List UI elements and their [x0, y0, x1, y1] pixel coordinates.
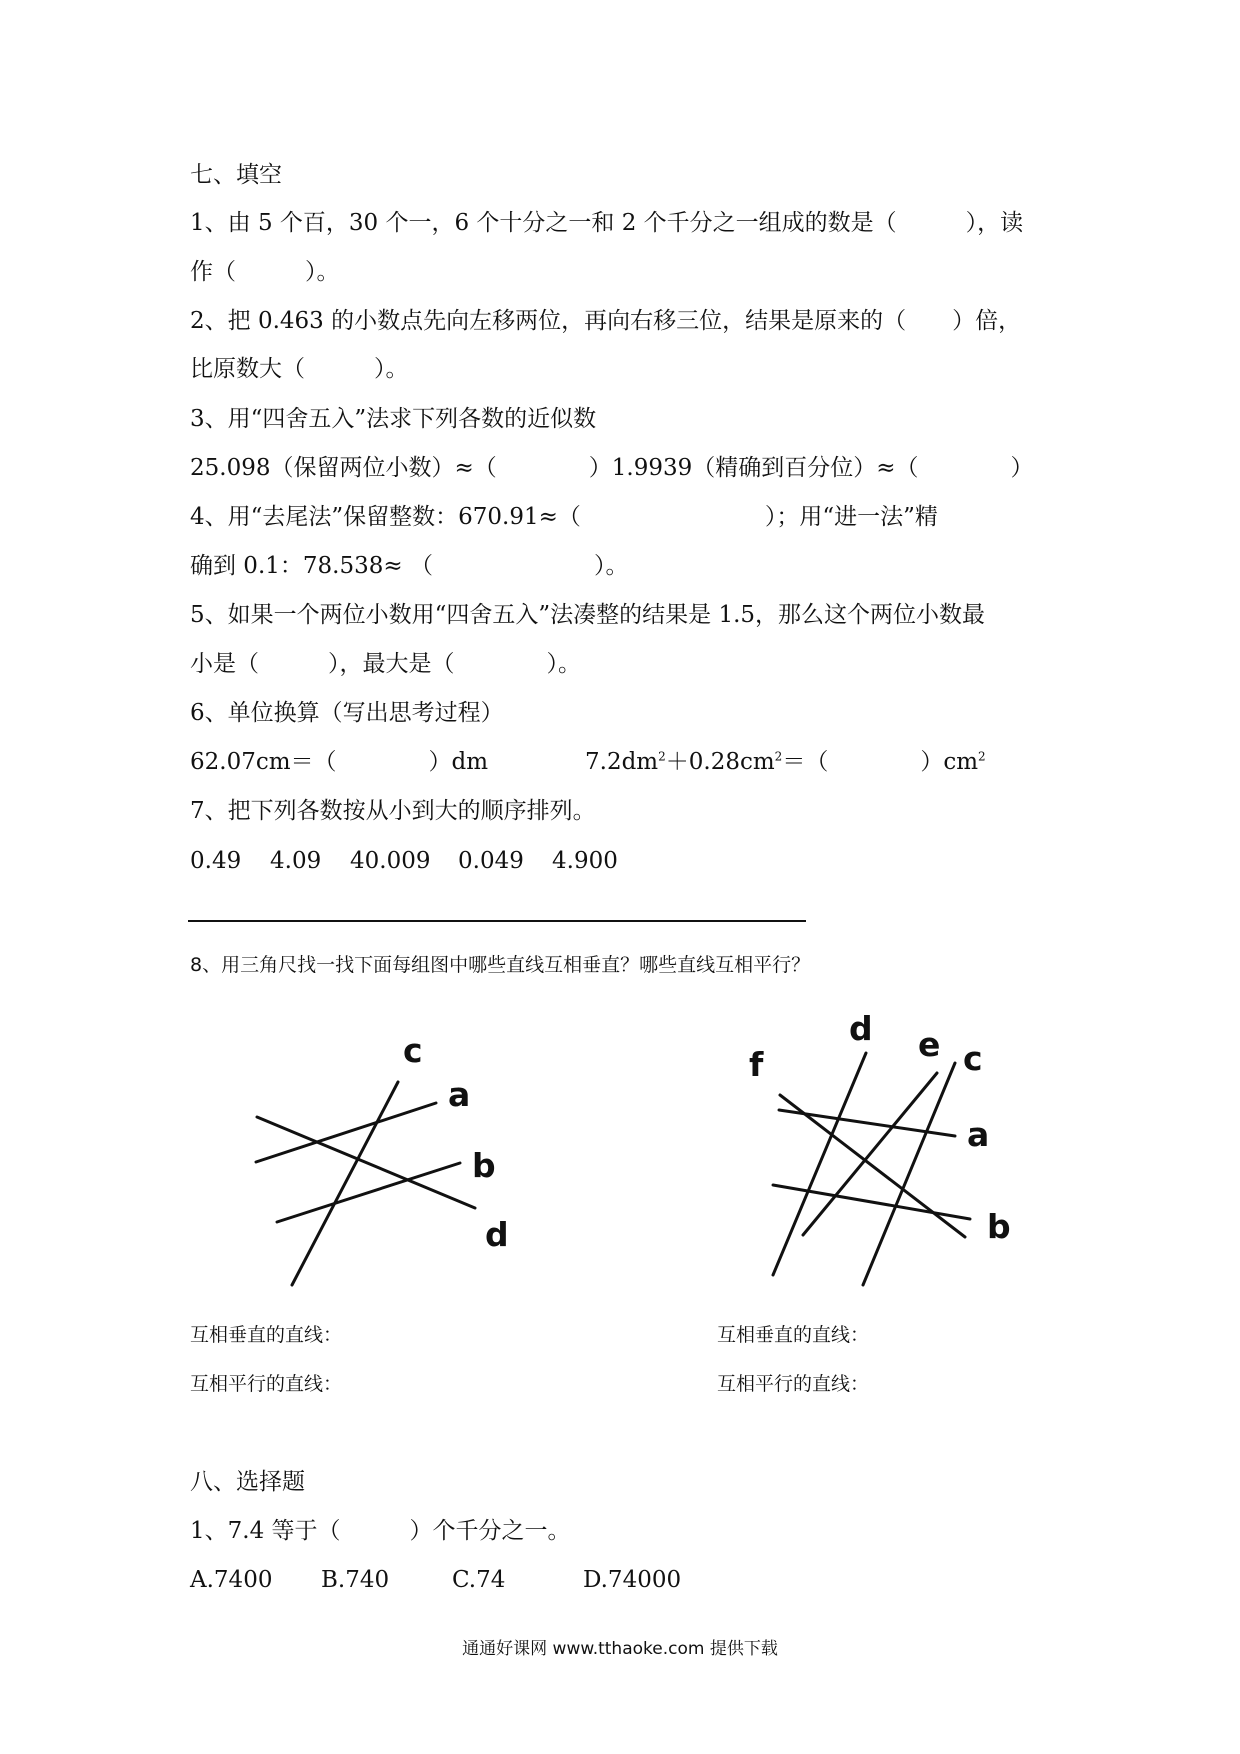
- question-6-left-conversion: 62.07cm＝（ ）dm: [190, 749, 489, 775]
- label-b: b: [987, 1207, 1011, 1246]
- question-4-line-1: 4、用“去尾法”保留整数：670.91≈（ ）；用“进一法”精: [190, 504, 938, 530]
- line-d: [773, 1053, 866, 1275]
- label-c: c: [403, 1031, 423, 1070]
- q6-part-c: ＝（ ）cm: [782, 749, 979, 775]
- q7-number-5: 4.900: [552, 848, 618, 874]
- q6-superscript-3: 2: [978, 749, 986, 764]
- option-d: D.74000: [583, 1567, 682, 1593]
- question-2-line-2: 比原数大（ ）。: [190, 356, 409, 382]
- section-8-question-1: 1、7.4 等于（ ）个千分之一。: [190, 1518, 571, 1544]
- q6-part-a: 7.2dm: [585, 749, 659, 775]
- question-2-line-1: 2、把 0.463 的小数点先向左移两位，再向右移三位，结果是原来的（ ）倍，: [190, 308, 1022, 334]
- question-4-line-2: 确到 0.1：78.538≈ （ ）。: [190, 553, 629, 579]
- left-perpendicular-answer: 互相垂直的直线：: [190, 1324, 343, 1346]
- label-a: a: [967, 1115, 990, 1154]
- q7-number-4: 0.049: [458, 848, 524, 874]
- line-f: [780, 1095, 965, 1237]
- option-c: C.74: [452, 1567, 506, 1593]
- line-b: [277, 1163, 460, 1222]
- footer-credit: 通通好课网 www.tthaoke.com 提供下载: [462, 1639, 778, 1659]
- question-1-line-2: 作（ ）。: [190, 259, 340, 285]
- figure-left: [0, 0, 620, 1300]
- label-b: b: [472, 1146, 496, 1185]
- section-7-heading: 七、填空: [190, 162, 282, 188]
- label-c: c: [963, 1039, 983, 1078]
- question-7-heading: 7、把下列各数按从小到大的顺序排列。: [190, 798, 596, 824]
- question-3-line-2: 25.098（保留两位小数）≈（ ）1.9939（精确到百分位）≈（ ）: [190, 455, 1034, 481]
- option-b: B.740: [321, 1567, 390, 1593]
- label-e: e: [918, 1025, 941, 1064]
- left-parallel-answer: 互相平行的直线：: [190, 1373, 343, 1395]
- question-6-heading: 6、单位换算（写出思考过程）: [190, 700, 504, 726]
- q6-superscript-1: 2: [658, 749, 666, 764]
- label-d: d: [849, 1009, 873, 1048]
- question-1-line-1: 1、由 5 个百，30 个一，6 个十分之一和 2 个千分之一组成的数是（ ），读: [190, 210, 1024, 236]
- q7-number-1: 0.49: [190, 848, 242, 874]
- line-c: [292, 1082, 398, 1285]
- line-c: [863, 1063, 955, 1285]
- option-a: A.7400: [190, 1567, 273, 1593]
- question-5-line-2: 小是（ ），最大是（ ）。: [190, 651, 581, 677]
- label-d: d: [485, 1215, 509, 1254]
- question-8-heading: 8、用三角尺找一找下面每组图中哪些直线互相垂直？哪些直线互相平行？: [190, 954, 811, 976]
- q7-number-2: 4.09: [270, 848, 322, 874]
- right-parallel-answer: 互相平行的直线：: [717, 1373, 870, 1395]
- figure-right: [620, 0, 1240, 1300]
- q6-part-b: ＋0.28cm: [665, 749, 775, 775]
- question-5-line-1: 5、如果一个两位小数用“四舍五入”法凑整的结果是 1.5，那么这个两位小数最: [190, 602, 986, 628]
- label-a: a: [448, 1075, 471, 1114]
- q7-number-3: 40.009: [350, 848, 431, 874]
- label-f: f: [749, 1045, 764, 1084]
- section-8-heading: 八、选择题: [190, 1469, 305, 1495]
- q6-superscript-2: 2: [774, 749, 783, 764]
- question-3-line-1: 3、用“四舍五入”法求下列各数的近似数: [190, 406, 597, 432]
- right-perpendicular-answer: 互相垂直的直线：: [717, 1324, 870, 1346]
